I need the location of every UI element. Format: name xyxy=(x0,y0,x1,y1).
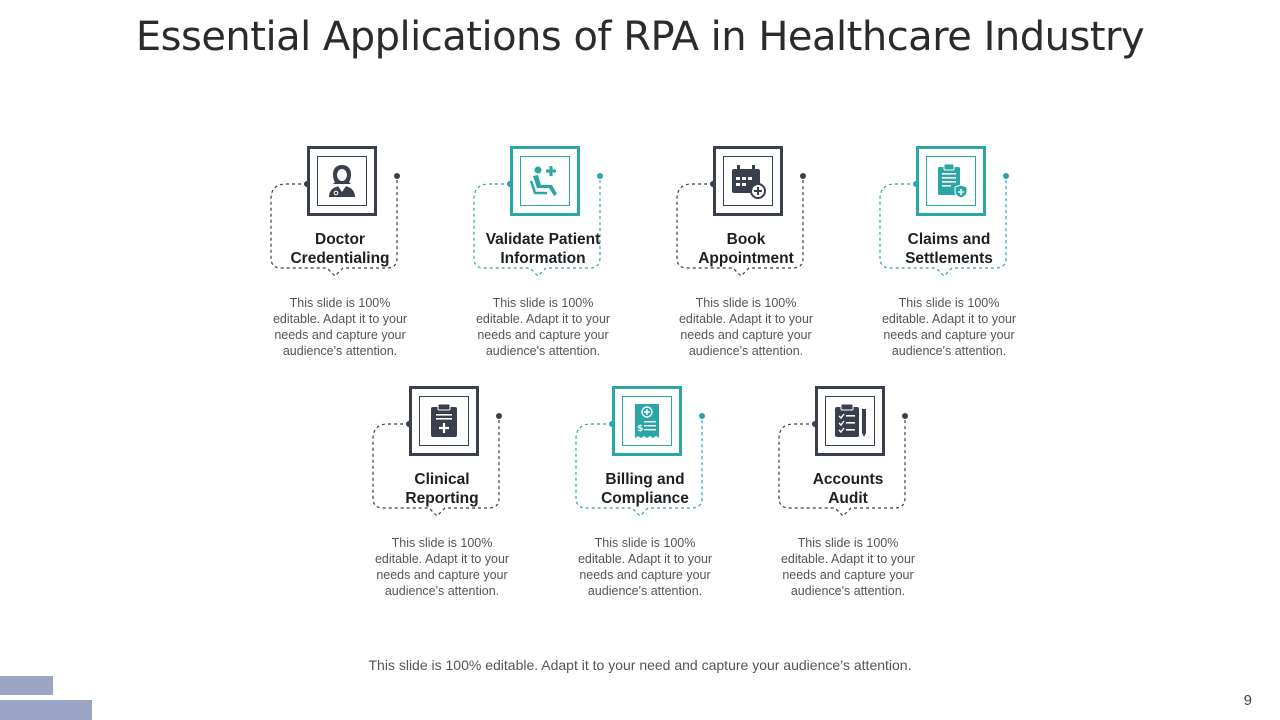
medical-clipboard-icon xyxy=(424,401,464,441)
card-description: This slide is 100% editable. Adapt it to your needs and capture your audience's attention. xyxy=(475,296,611,358)
decorative-bar-top xyxy=(0,676,53,695)
slide-title: Essential Applications of RPA in Healthcare Industry xyxy=(135,14,1145,60)
card-title: Book Appointment xyxy=(698,231,794,267)
card-title: Clinical Reporting xyxy=(405,471,479,507)
card-title: Billing and Compliance xyxy=(601,471,689,507)
card-validate-patient-information xyxy=(453,146,653,371)
icon-box xyxy=(307,146,377,216)
icon-box xyxy=(612,386,682,456)
medical-bill-icon xyxy=(627,401,667,441)
icon-box xyxy=(713,146,783,216)
page-number: 9 xyxy=(1243,692,1252,709)
footer-note: This slide is 100% editable. Adapt it to your need and capture your audience’s attention. xyxy=(368,657,912,673)
card-clinical-reporting xyxy=(352,386,552,611)
card-accounts-audit xyxy=(758,386,958,611)
patient-seat-icon xyxy=(525,161,565,201)
card-doctor-credentialing xyxy=(250,146,450,371)
icon-box xyxy=(510,146,580,216)
card-book-appointment xyxy=(656,146,856,371)
card-billing-and-compliance xyxy=(555,386,755,611)
card-description: This slide is 100% editable. Adapt it to your needs and capture your audience's attention. xyxy=(881,296,1017,358)
icon-box xyxy=(409,386,479,456)
card-description: This slide is 100% editable. Adapt it to your needs and capture your audience's attention. xyxy=(374,536,510,598)
doctor-icon xyxy=(322,161,362,201)
card-title: Claims and Settlements xyxy=(905,231,993,267)
icon-box xyxy=(916,146,986,216)
decorative-bar-bottom xyxy=(0,700,92,720)
card-title: Doctor Credentialing xyxy=(290,231,390,267)
card-claims-and-settlements xyxy=(859,146,1059,371)
icon-box xyxy=(815,386,885,456)
checklist-icon xyxy=(830,401,870,441)
card-description: This slide is 100% editable. Adapt it to your needs and capture your audience's attention. xyxy=(272,296,408,358)
svg-text:$: $ xyxy=(637,424,644,434)
card-description: This slide is 100% editable. Adapt it to your needs and capture your audience's attention. xyxy=(780,536,916,598)
card-title: Validate Patient Information xyxy=(485,231,601,267)
card-description: This slide is 100% editable. Adapt it to your needs and capture your audience's attention. xyxy=(678,296,814,358)
card-title: Accounts Audit xyxy=(812,471,884,507)
clipboard-shield-icon xyxy=(931,161,971,201)
calendar-add-icon xyxy=(728,161,768,201)
card-description: This slide is 100% editable. Adapt it to your needs and capture your audience's attention. xyxy=(577,536,713,598)
